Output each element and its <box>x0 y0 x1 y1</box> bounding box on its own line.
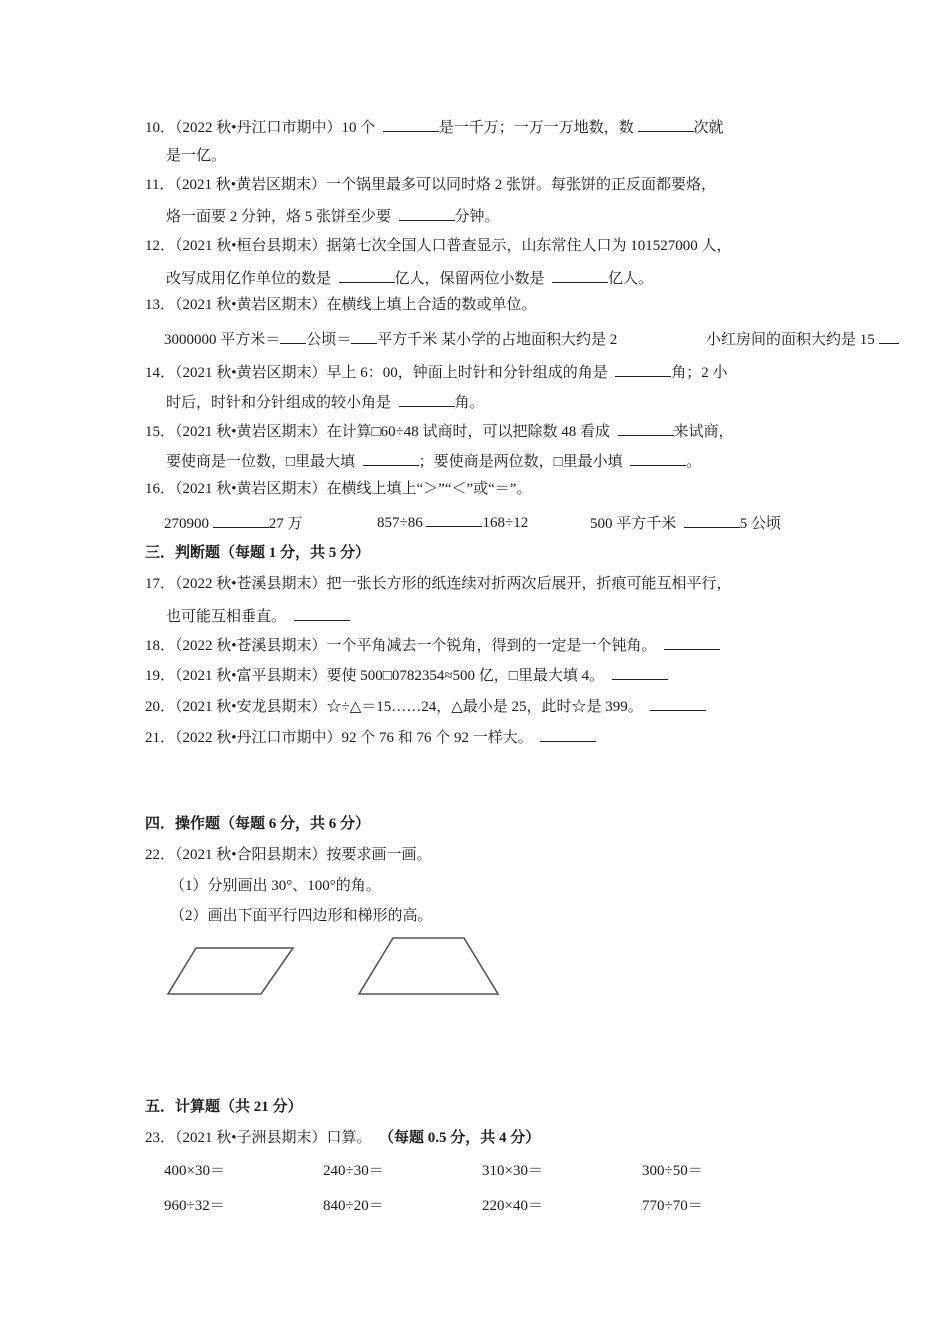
calc-2-2: 840÷20＝ <box>323 1198 384 1214</box>
q12-text-c: 亿人。 <box>608 271 654 287</box>
q13-line1: 13．（2021 秋•黄岩区期末）在横线上填上合适的数或单位。 <box>145 297 537 313</box>
q11-text-b: 分钟。 <box>454 209 500 225</box>
calc-1-2: 240÷30＝ <box>323 1163 384 1179</box>
q16-b-left: 857÷86 <box>377 515 423 531</box>
trapezoid-shape <box>359 938 498 994</box>
q19-text: 19．（2021 秋•富平县期末）要使 500□0782354≈500 亿，□里最大填 4。 <box>145 668 605 684</box>
q10-text-b: 是一千万；一万一万地数，数 <box>438 120 634 136</box>
q14-text-b: 角；2 小 <box>671 365 728 381</box>
q23-text: 23．（2021 秋•子洲县期末）口算。 <box>145 1130 372 1146</box>
q12-line1: 12．（2021 秋•桓台县期末）据第七次全国人口普查显示，山东常住人口为 101527000 人， <box>145 238 732 254</box>
q15-text-a: 15．（2021 秋•黄岩区期末）在计算□60÷48 试商时，可以把除数 48 看成 <box>145 424 611 440</box>
parallelogram-shape <box>168 948 293 994</box>
q14-text-d: 角。 <box>454 395 485 411</box>
section3-heading: 三．判断题（每题 1 分，共 5 分） <box>145 545 371 561</box>
q20-text: 20．（2021 秋•安龙县期末）☆÷△＝15……24，△最小是 25，此时☆是 399。 <box>145 699 643 715</box>
q16-c-right: 5 公顷 <box>739 516 782 532</box>
q15-text-c: 要使商是一位数，□里最大填 <box>166 454 356 470</box>
calc-2-4: 770÷70＝ <box>642 1198 703 1214</box>
calc-1-1: 400×30＝ <box>164 1163 225 1179</box>
q22-part2: （2）画出下面平行四边形和梯形的高。 <box>170 908 433 924</box>
q13-text-a: 3000000 平方米＝ <box>164 332 281 348</box>
q23-note: （每题 0.5 分，共 4 分） <box>379 1130 541 1146</box>
q16-a-left: 270900 <box>164 516 209 532</box>
q16-a-right: 27 万 <box>268 516 303 532</box>
q15-text-b: 来试商， <box>673 424 734 440</box>
q10-line2: 是一亿。 <box>166 148 227 164</box>
q18-text: 18．（2022 秋•苍溪县期末）一个平角减去一个锐角，得到的一定是一个钝角。 <box>145 638 657 654</box>
q16-b-right: 168÷12 <box>482 515 529 531</box>
q14-text-a: 14．（2021 秋•黄岩区期末）早上 6：00，钟面上时针和分针组成的角是 <box>145 365 608 381</box>
q12-text-b: 亿人，保留两位小数是 <box>394 271 545 287</box>
calc-2-1: 960÷32＝ <box>164 1198 225 1214</box>
q16-c-left: 500 平方千米 <box>590 516 677 532</box>
q11-line1: 11．（2021 秋•黄岩区期末）一个锅里最多可以同时烙 2 张饼。每张饼的正反面都要烙， <box>145 177 716 193</box>
q23-line1 <box>145 1128 540 1148</box>
q17-text: 也可能互相垂直。 <box>166 609 287 625</box>
q16-line1: 16．（2021 秋•黄岩区期末）在横线上填上“＞”“＜”或“＝”。 <box>145 481 532 497</box>
q15-text-d: ；要使商是两位数，□里最小填 <box>418 454 623 470</box>
q22-part1: （1）分别画出 30°、100°的角。 <box>170 878 381 894</box>
section5-heading: 五．计算题（共 21 分） <box>145 1099 303 1115</box>
q13-text-b: 公顷＝ <box>306 332 352 348</box>
q10-text-c: 次就 <box>693 120 724 136</box>
q10-text-a: 10．（2022 秋•丹江口市期中）10 个 <box>145 120 376 136</box>
q13-text-c: 平方千米 某小学的占地面积大约是 2 <box>377 332 618 348</box>
q15-text-e: 。 <box>686 454 702 470</box>
q12-text-a: 改写成用亿作单位的数是 <box>166 271 332 287</box>
calc-1-4: 300÷50＝ <box>642 1163 703 1179</box>
q17-line1: 17．（2022 秋•苍溪县期末）把一张长方形的纸连续对折两次后展开，折痕可能互相平行， <box>145 576 732 592</box>
q13-text-d: 小红房间的面积大约是 15 <box>706 332 875 348</box>
calc-1-3: 310×30＝ <box>482 1163 543 1179</box>
section4-heading: 四．操作题（每题 6 分，共 6 分） <box>145 816 371 832</box>
q11-text-a: 烙一面要 2 分钟，烙 5 张饼至少要 <box>166 209 392 225</box>
q14-text-c: 时后，时针和分针组成的较小角是 <box>166 395 392 411</box>
calc-2-3: 220×40＝ <box>482 1198 543 1214</box>
q21-text: 21．（2022 秋•丹江口市期中）92 个 76 和 76 个 92 一样大。 <box>145 730 533 746</box>
q22-line1: 22．（2021 秋•合阳县期末）按要求画一画。 <box>145 847 432 863</box>
